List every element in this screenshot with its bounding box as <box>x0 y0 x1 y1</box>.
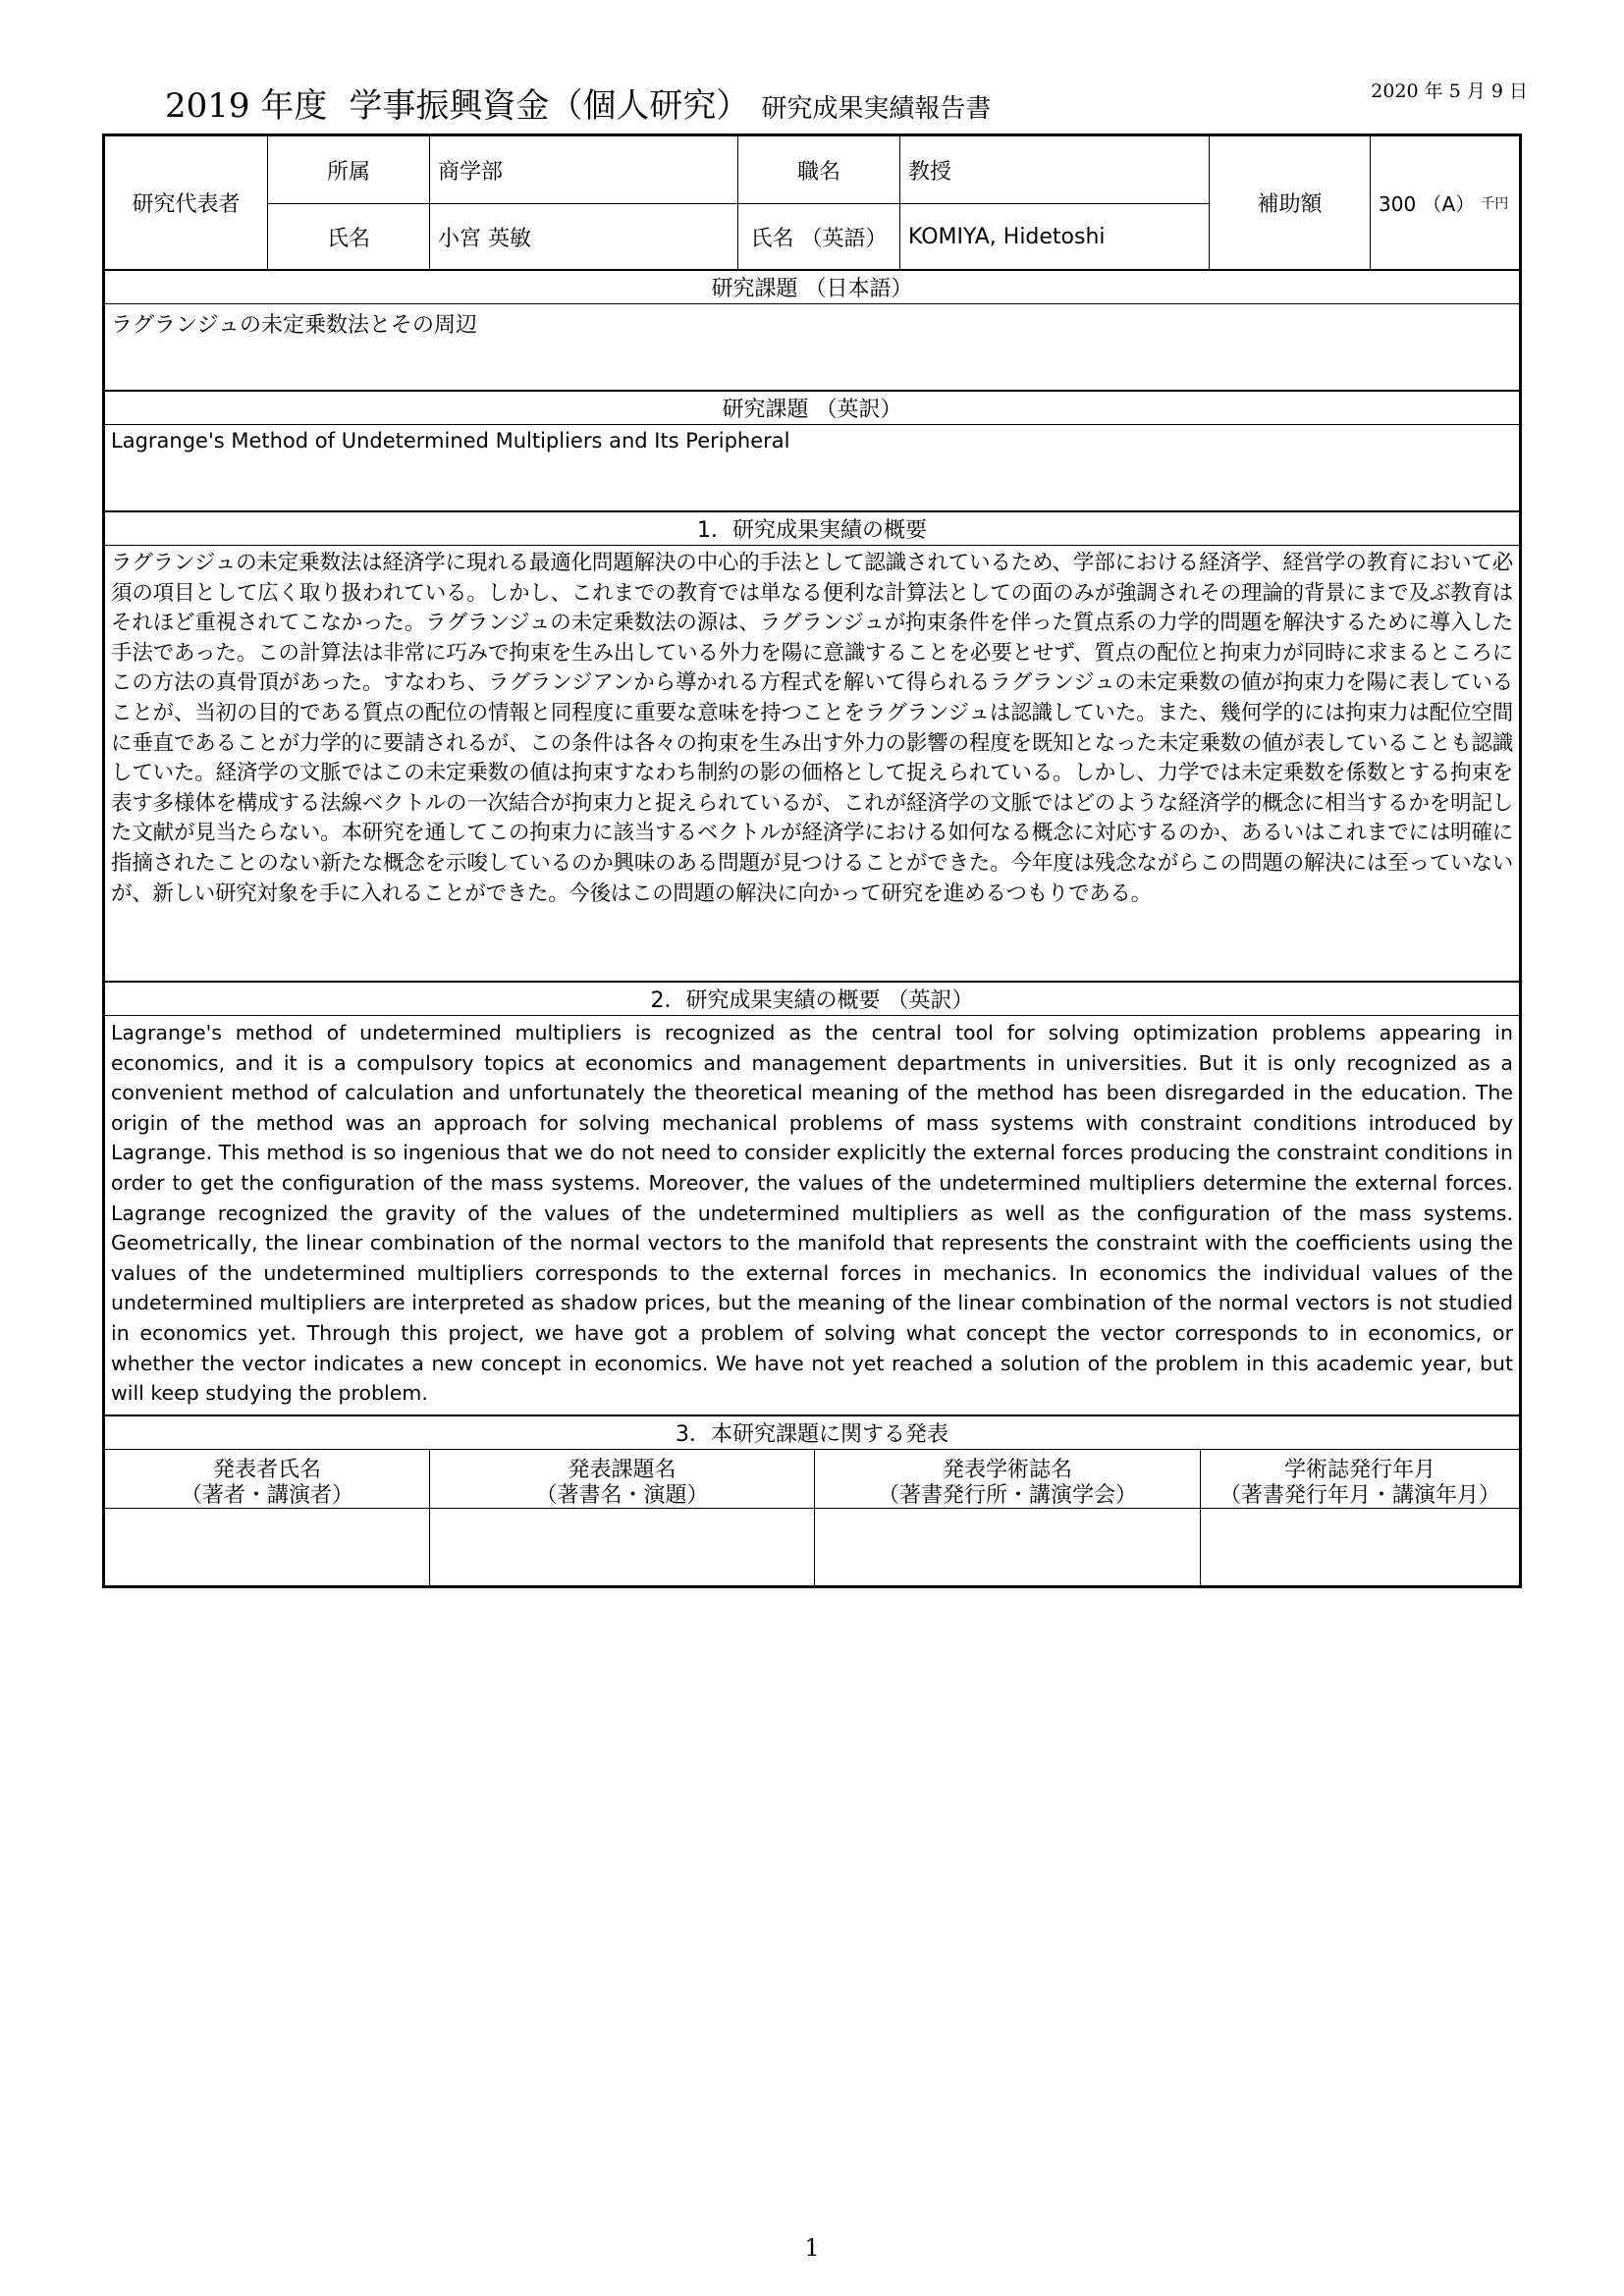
pub-col-journal-line2: （著書発行所・講演学会） <box>877 1483 1137 1508</box>
summary-jp-text: ラグランジュの未定乗数法は経済学に現れる最適化問題解決の中心的手法として認識されているため、学部における経済学、経営学の教育において必須の項目として広く取り扱われている。しかし、これまでの教育では単なる便利な計算法としての面のみが強調されその理論的背景にまで及ぶ教育はそれほど重視されてこなかった。ラグランジュの未定乗数法の源は、ラグランジュが拘束条件を伴った質点系の力学的問題を解決するために導入した手法であった。この計算法は非常に巧みで拘束を生み出している外力を陽に意識することを必要とせず、質点の配位と拘束力が同時に求まるところにこの方法の真骨頂があった。すなわち、ラグランジアンから導かれる方程式を解いて得られるラグランジュの未定乗数の値が拘束力を陽に表していることが、当初の目的である質点の配位の情報と同程度に重要な意味を持つことをラグランジュは認識していた。また、幾何学的には拘束力は配位空間に垂直であることが力学的に要請されるが、この条件は各々の拘束を生み出す外力の影響の程度を既知となった未定乗数の値が表していることも認識していた。経済学の文脈ではこの未定乗数の値は拘束すなわち制約の影の価格として捉えられている。しかし、力学では未定乗数を係数とする拘束を表す多様体を構成する法線ベクトルの一次結合が拘束力と捉えられているが、これが経済学の文脈ではどのような経済学的概念に相当するかを明記した文献が見当たらない。本研究を通してこの拘束力に該当するベクトルが経済学における如何なる概念に対応するのか、あるいはこれまでには明確に指摘されたことのない新たな概念を示唆しているのか興味のある問題が見つけることができた。今年度は残念ながらこの問題の解決には至っていないが、新しい研究対象を手に入れることができた。今後はこの問題の解決に向かって研究を進めるつもりである。 <box>111 551 1513 906</box>
pub-col-date-line2: （著書発行年月・講演年月） <box>1218 1483 1500 1508</box>
pub-cell-date <box>1200 1509 1519 1588</box>
representative-label: 研究代表者 <box>132 192 241 217</box>
title-main: 学事振興資金（個人研究） <box>349 86 750 126</box>
affiliation-value: 商学部 <box>429 136 737 203</box>
name-en-label: 氏名 （英語） <box>737 203 899 269</box>
pub-col-title <box>429 1450 814 1508</box>
report-title <box>165 79 991 127</box>
pub-col-title-line1: 発表課題名 <box>568 1458 677 1482</box>
pub-cell-title <box>429 1509 814 1588</box>
topic-jp-heading: 研究課題 （日本語） <box>105 269 1519 304</box>
representative-block <box>105 136 1519 269</box>
title-year: 2019 年度 <box>165 86 328 126</box>
affiliation-label: 所属 <box>267 136 429 203</box>
publications-table <box>105 1450 1519 1588</box>
pub-col-journal-line1: 発表学術誌名 <box>942 1458 1072 1482</box>
topic-en-text: Lagrange's Method of Undetermined Multipliers and Its Peripheral <box>111 429 790 453</box>
pub-col-author-line2: （著者・講演者） <box>180 1483 353 1508</box>
grant-value <box>1370 136 1519 269</box>
summary-en-heading: 2．研究成果実績の概要 （英訳） <box>105 981 1519 1016</box>
name-label: 氏名 <box>267 203 429 269</box>
position-label: 職名 <box>737 136 899 203</box>
pub-col-date-line1: 学術誌発行年月 <box>1283 1458 1435 1482</box>
pub-col-date <box>1200 1450 1519 1508</box>
publications-header-row <box>105 1450 1519 1509</box>
name-value: 小宮 英敏 <box>429 203 737 269</box>
pub-col-title-line2: （著書名・演題） <box>535 1483 709 1508</box>
position-value: 教授 <box>899 136 1209 203</box>
pub-col-author-line1: 発表者氏名 <box>212 1458 321 1482</box>
publications-heading: 3．本研究課題に関する発表 <box>105 1415 1519 1450</box>
title-subtitle: 研究成果実績報告書 <box>761 94 992 124</box>
pub-cell-journal <box>814 1509 1200 1588</box>
pub-cell-author <box>105 1509 429 1588</box>
grant-unit: 千円 <box>1481 195 1509 212</box>
pub-col-journal <box>814 1450 1200 1508</box>
grant-label: 補助額 <box>1209 136 1370 269</box>
summary-jp-heading: 1．研究成果実績の概要 <box>105 510 1519 546</box>
topic-jp-text: ラグランジュの未定乗数法とその周辺 <box>111 313 478 338</box>
page-number: 1 <box>804 2234 820 2262</box>
topic-en-heading: 研究課題 （英訳） <box>105 390 1519 425</box>
summary-en-text: Lagrange's method of undetermined multipliers is recognized as the central tool for solving optimization problems appearing in economics, and it is a compulsory topics at economics and management departments in universities. But it is only recognized as a convenient method of calculation and unfortunately the theoretical meaning of the method has been disregarded in the education. The origin of the method was an approach for solving mechanical problems of mass systems with constraint conditions introduced by Lagrange. This method is so ingenious that we do not need to consider explicitly the external forces producing the constraint conditions in order to get the configuration of the mass systems. Moreover, the values of the undetermined multipliers determine the external forces. Lagrange recognized the gravity of the values of the undetermined multipliers as well as the configuration of the mass systems. Geometrically, the linear combination of the normal vectors to the manifold that represents the constraint with the coefficients using the values of the undetermined multipliers corresponds to the external forces in mechanics. In economics the individual values of the undetermined multipliers are interpreted as shadow prices, but the meaning of the linear combination of the normal vectors is not studied in economics yet. Through this project, we have got a problem of solving what concept the vector corresponds to in economics, or whether the vector indicates a new concept in economics. We have not yet reached a solution of the problem in this academic year, but will keep studying the problem. <box>111 1021 1513 1406</box>
report-form <box>102 133 1522 1588</box>
grant-amount: 300 （A） <box>1379 192 1476 216</box>
name-en-value: KOMIYA, Hidetoshi <box>899 203 1209 269</box>
report-date: 2020 年 5 月 9 日 <box>1371 80 1528 102</box>
pub-col-author <box>105 1450 429 1508</box>
publications-empty-row <box>105 1509 1519 1588</box>
